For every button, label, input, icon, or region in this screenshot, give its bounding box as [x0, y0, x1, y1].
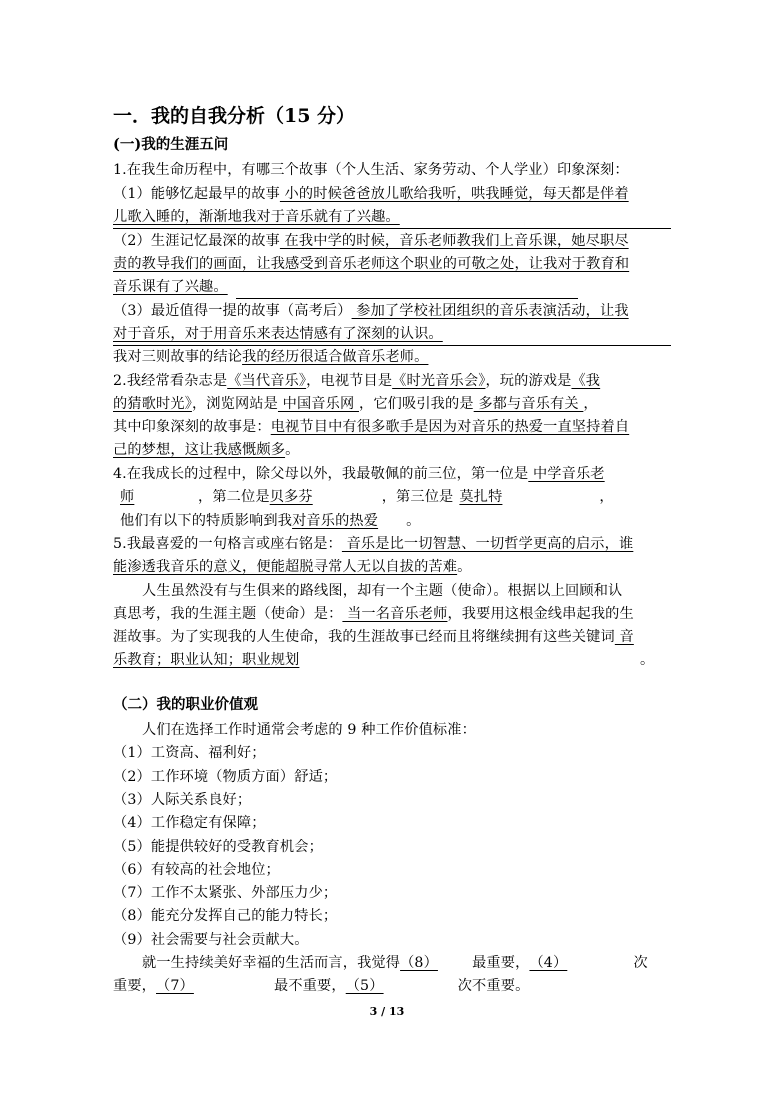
values-conclusion-line-1: 就一生持续美好幸福的生活而言，我觉得（8） 最重要，（4） 次	[142, 955, 648, 971]
theme-paragraph-line-2: 真思考，我的生涯主题（使命）是： 当一名音乐老师，我要用这根金线串起我的生	[113, 606, 634, 622]
value-item: （1）工资高、福利好；	[113, 745, 266, 761]
q1-conclusion: 我对三则故事的结论我的经历很适合做音乐老师。	[113, 349, 429, 365]
theme-paragraph-line-4: 乐教育；职业认知；职业规划 。	[113, 652, 655, 668]
life-theme-answer: 当一名音乐老师	[342, 606, 448, 622]
q2-line-3: 其中印象深刻的故事是：电视节目中有很多歌手是因为对音乐的热爱一直坚持着自	[113, 419, 630, 435]
second-important-answer: （4）	[529, 955, 568, 971]
q1b-answer: 在我中学的时候，音乐老师教我们上音乐课，她尽职尽	[279, 233, 629, 249]
theme-paragraph-line-1: 人生虽然没有与生俱来的路线图，却有一个主题（使命）。根据以上回顾和认	[142, 583, 623, 599]
subsection-heading-work-values: （二）我的职业价值观	[113, 696, 258, 713]
q1-intro: 1.在我生命历程中，有哪三个故事（个人生活、家务劳动、个人学业）印象深刻：	[113, 162, 629, 178]
q1a-answer: 小的时候爸爸放儿歌给我听，哄我睡觉，每天都是伴着	[279, 186, 629, 202]
answer-rule	[113, 228, 671, 229]
value-item: （7）工作不太紧张、外部压力少；	[113, 885, 338, 901]
answer-rule	[113, 345, 671, 346]
page-number: 3 / 13	[369, 1005, 405, 1018]
theme-paragraph-line-3: 涯故事。为了实现我的人生使命，我的生涯故事已经而且将继续拥有这些关键词 音	[113, 629, 634, 645]
q4-line-2: 师 ，第二位是贝多芬 ，第三位是莫扎特 ，	[120, 489, 614, 505]
q1c-line-2: 对于音乐，对于用音乐来表达情感有了深刻的认识。	[113, 326, 443, 342]
q2-line-4: 己的梦想，这让我感慨颇多。	[113, 442, 300, 458]
section-title: 一．我的自我分析（15 分）	[113, 105, 356, 127]
value-item: （2）工作环境（物质方面）舒适；	[113, 769, 338, 785]
first-admired-answer: 中学音乐老	[528, 466, 605, 482]
q4-line-1: 4.在我成长的过程中，除父母以外，我最敬佩的前三位，第一位是 中学音乐老	[113, 466, 605, 482]
least-important-answer: （7）	[156, 978, 194, 994]
subsection-heading-career-questions: (一)我的生涯五问	[113, 136, 229, 153]
value-item: （5）能提供较好的受教育机会；	[113, 839, 323, 855]
q1b-line-1: （2）生涯记忆最深的故事 在我中学的时候，音乐老师教我们上音乐课，她尽职尽	[113, 233, 629, 249]
q1a-line-1: （1）能够忆起最早的故事 小的时候爸爸放儿歌给我听，哄我睡觉，每天都是伴着	[113, 186, 629, 202]
third-admired-answer: 莫扎特	[459, 489, 503, 505]
q5-line-1: 5.我最喜爱的一句格言或座右铭是： 音乐是比一切智慧、一切哲学更高的启示，谁	[113, 536, 634, 552]
most-important-answer: （8）	[400, 955, 438, 971]
value-item: （8）能充分发挥自己的能力特长；	[113, 908, 338, 924]
value-item: （6）有较高的社会地位；	[113, 862, 280, 878]
q1b-line-2: 责的教导我们的画面，让我感受到音乐老师这个职业的可敬之处，让我对于教育和	[113, 256, 630, 272]
q1a-line-2: 儿歌入睡的，渐渐地我对于音乐就有了兴趣。	[113, 209, 400, 225]
second-least-answer: （5）	[345, 978, 384, 994]
q2-line-1: 2.我经常看杂志是《当代音乐》，电视节目是《时光音乐会》，玩的游戏是《我	[113, 373, 601, 389]
value-item: （3）人际关系良好；	[113, 792, 252, 808]
second-admired-answer: 贝多芬	[269, 489, 313, 505]
q1c-line-1: （3）最近值得一提的故事（高考后） 参加了学校社团组织的音乐表演活动，让我	[113, 303, 629, 319]
q4-line-3: 他们有以下的特质影响到我对音乐的热爱 。	[120, 513, 421, 529]
values-conclusion-line-2: 重要，（7） 最不重要，（5） 次不重要。	[113, 978, 530, 994]
trait-answer: 对音乐的热爱	[292, 513, 379, 529]
answer-rule	[236, 298, 578, 299]
game-answer: 《我	[571, 373, 601, 389]
website-answer: 中国音乐网	[277, 396, 359, 412]
attraction-answer: 多都与音乐有关	[473, 396, 584, 412]
story-answer: 电视节目中有很多歌手是因为对音乐的热爱一直坚持着自	[270, 419, 630, 435]
magazine-answer: 《当代音乐》	[227, 373, 307, 389]
keywords-answer: 音	[614, 629, 634, 645]
q1c-answer: 参加了学校社团组织的音乐表演活动，让我	[351, 303, 629, 319]
q2-line-2: 的猜歌时光》，浏览网站是 中国音乐网 ，它们吸引我的是 多都与音乐有关 ，	[113, 396, 598, 412]
values-intro: 人们在选择工作时通常会考虑的 9 种工作价值标准：	[142, 722, 476, 738]
q1b-line-3: 音乐课有了兴趣。	[113, 279, 228, 295]
tv-answer: 《时光音乐会》	[392, 373, 486, 389]
motto-answer: 音乐是比一切智慧、一切哲学更高的启示，谁	[341, 536, 634, 552]
q5-line-2: 能渗透我音乐的意义，便能超脱寻常人无以自拔的苦难。	[113, 559, 472, 575]
value-item: （4）工作稳定有保障；	[113, 815, 266, 831]
value-item: （9）社会需要与社会贡献大。	[113, 932, 309, 948]
